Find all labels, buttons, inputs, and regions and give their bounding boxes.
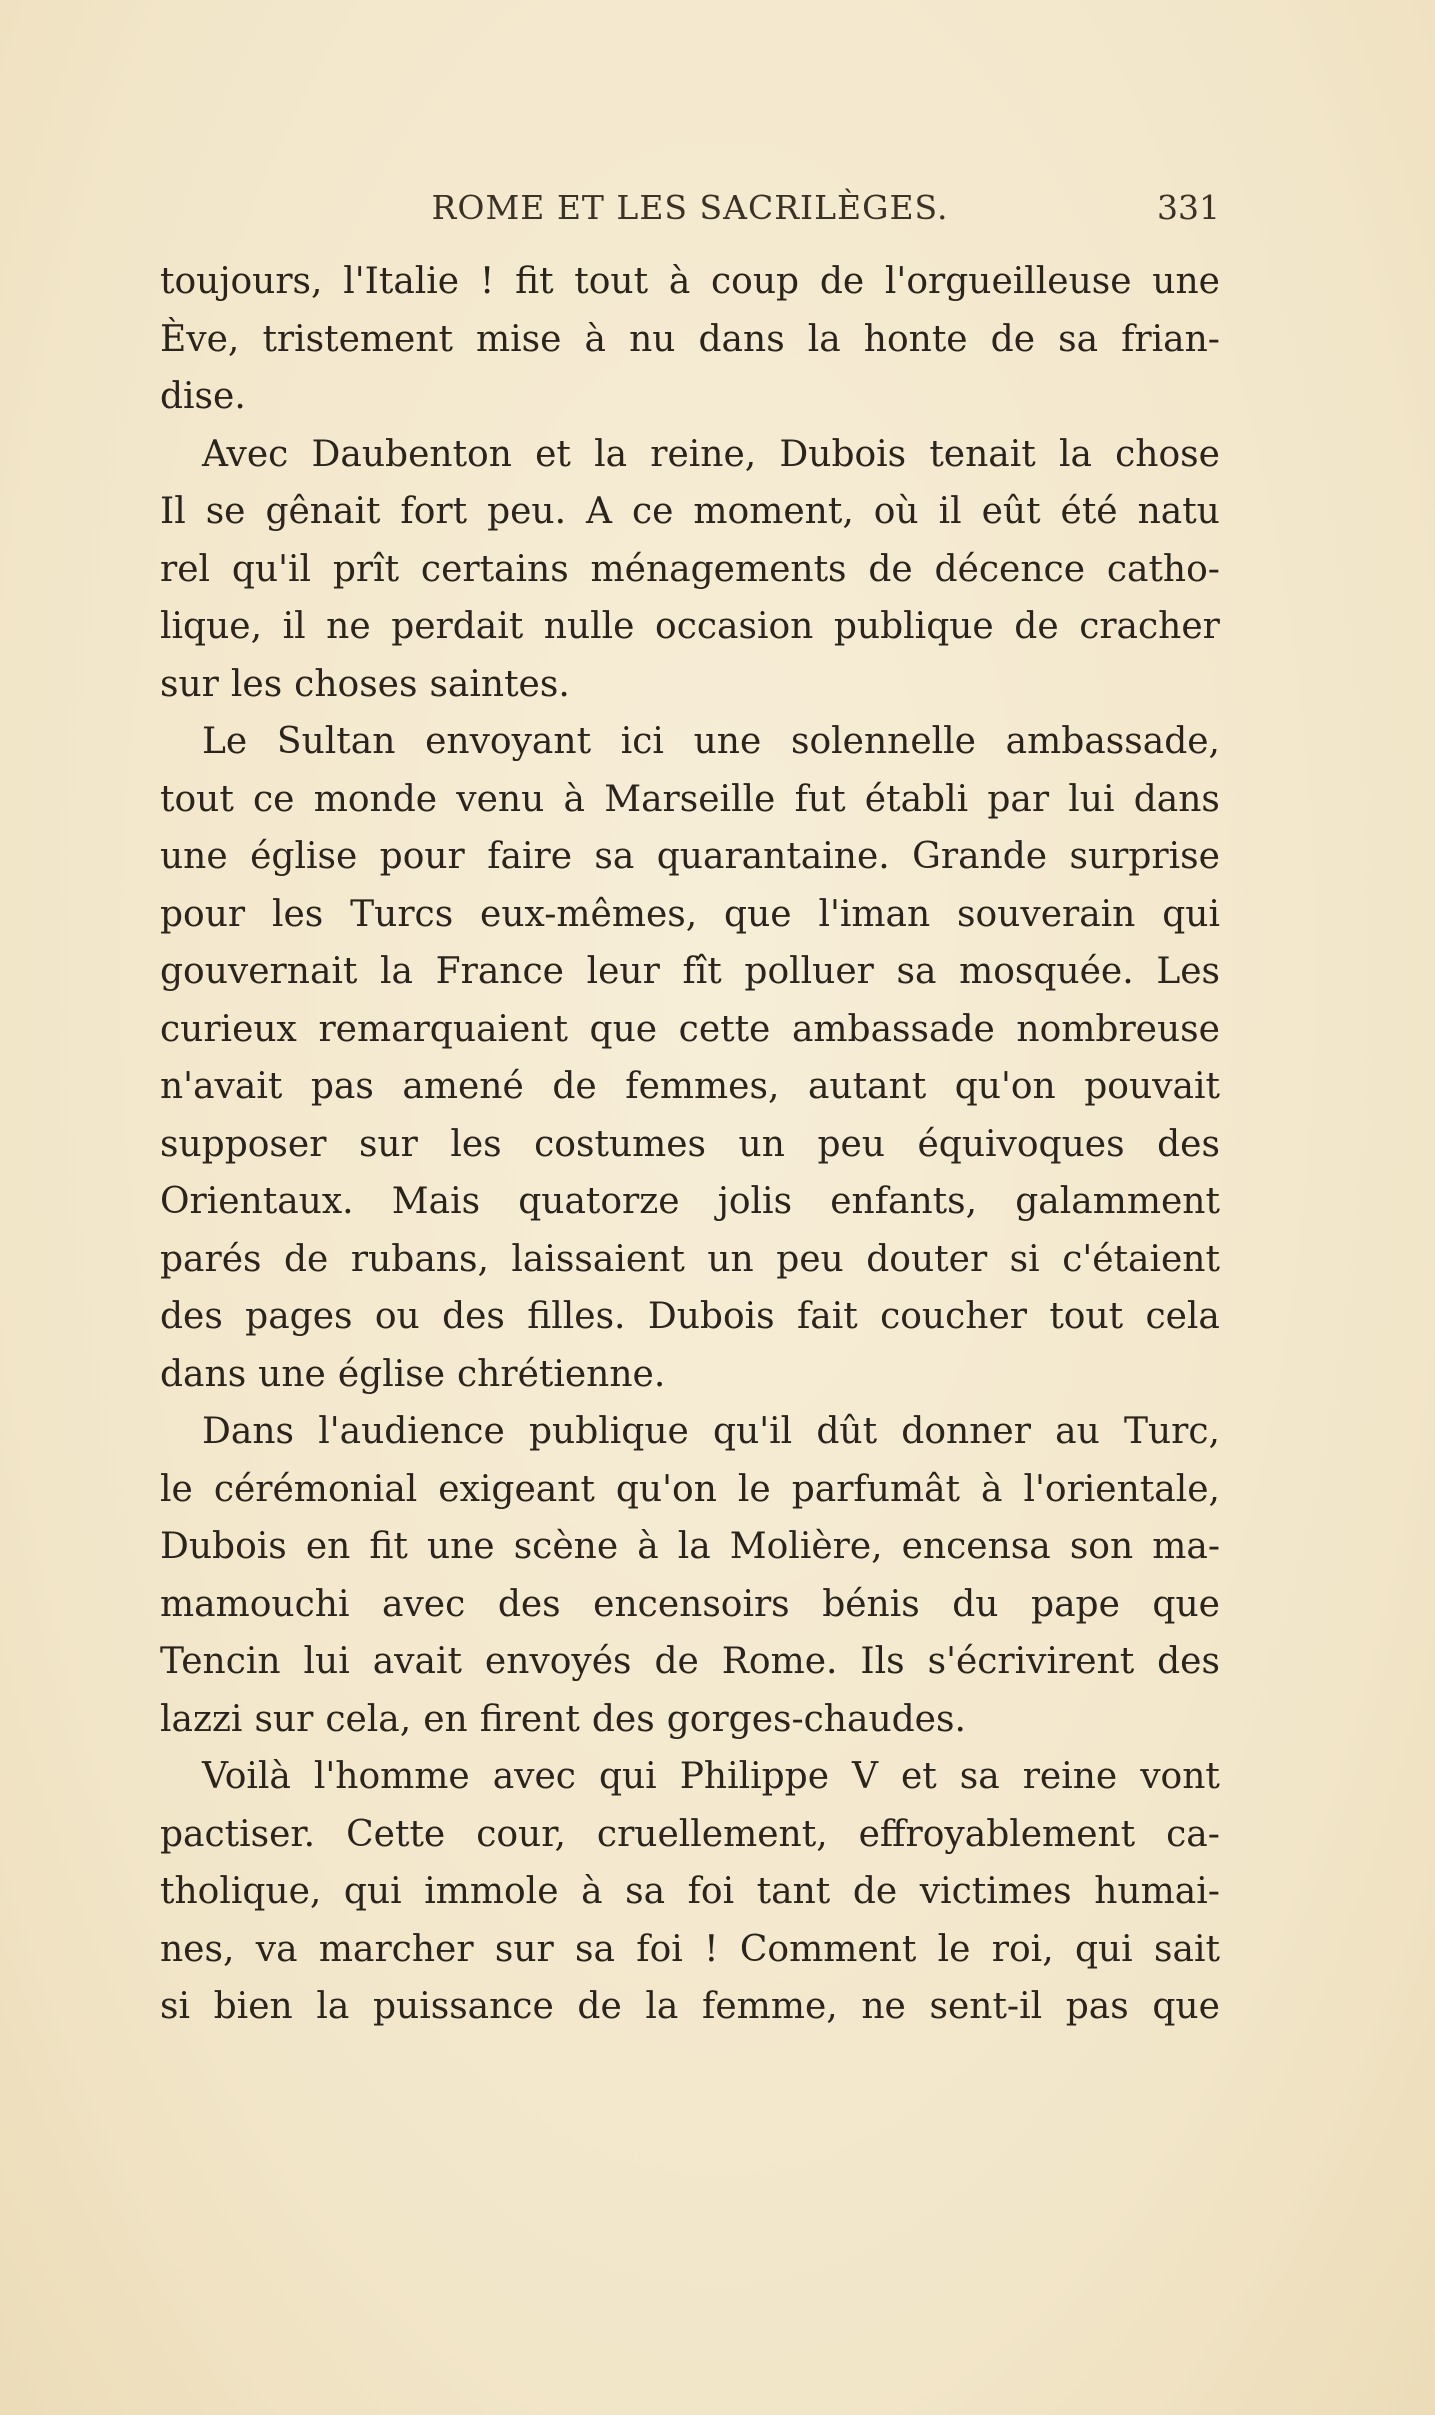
text-line: Il se gênait fort peu. A ce moment, où il eût été natu <box>160 491 1220 532</box>
text-line: Dans l'audience publique qu'il dût donner au Turc, <box>202 1411 1220 1452</box>
running-head <box>160 188 1220 236</box>
text-line: dise. <box>160 376 246 417</box>
text-line: Orientaux. Mais quatorze jolis enfants, galamment <box>160 1181 1220 1222</box>
text-line: le cérémonial exigeant qu'on le parfumât à l'orientale, <box>160 1468 1220 1510</box>
text-line: sur les choses saintes. <box>160 663 570 705</box>
text-line: des pages ou des filles. Dubois fait coucher tout cela <box>160 1296 1220 1337</box>
text-line: pactiser. Cette cour, cruellement, effroyablement ca- <box>160 1813 1220 1855</box>
text-line: pour les Turcs eux-mêmes, que l'iman souverain qui <box>160 893 1220 935</box>
text-line: Voilà l'homme avec qui Philippe V et sa reine vont <box>202 1756 1220 1797</box>
text-line: gouvernait la France leur fît polluer sa mosquée. Les <box>160 951 1220 992</box>
text-line: lique, il ne perdait nulle occasion publique de cracher <box>160 606 1220 647</box>
text-line: n'avait pas amené de femmes, autant qu'on pouvait <box>160 1066 1220 1107</box>
text-line: Dubois en fit une scène à la Molière, encensa son ma- <box>160 1526 1220 1567</box>
text-line: si bien la puissance de la femme, ne sent-il pas que <box>160 1986 1220 2027</box>
text-line: Tencin lui avait envoyés de Rome. Ils s'écrivirent des <box>160 1641 1220 1682</box>
text-line: tholique, qui immole à sa foi tant de victimes humai- <box>160 1871 1220 1912</box>
text-line: Le Sultan envoyant ici une solennelle ambassade, <box>202 721 1220 762</box>
text-line: supposer sur les costumes un peu équivoques des <box>160 1123 1220 1165</box>
text-line: tout ce monde venu à Marseille fut établi par lui dans <box>160 778 1220 820</box>
page-number: 331 <box>1157 188 1220 227</box>
text-line: mamouchi avec des encensoirs bénis du pape que <box>160 1583 1220 1625</box>
text-line: dans une église chrétienne. <box>160 1353 666 1395</box>
body-text <box>160 253 1220 2036</box>
text-line: nes, va marcher sur sa foi ! Comment le roi, qui sait <box>160 1928 1220 1970</box>
text-line: Ève, tristement mise à nu dans la honte de sa frian- <box>160 318 1220 360</box>
text-line: Avec Daubenton et la reine, Dubois tenait la chose <box>202 433 1220 475</box>
text-line: toujours, l'Italie ! fit tout à coup de l'orgueilleuse une <box>160 261 1220 302</box>
text-line: curieux remarquaient que cette ambassade nombreuse <box>160 1008 1220 1050</box>
text-line: parés de rubans, laissaient un peu douter si c'étaient <box>160 1238 1220 1280</box>
text-line: rel qu'il prît certains ménagements de décence catho- <box>160 548 1220 590</box>
running-title: ROME ET LES SACRILÈGES. <box>431 188 949 227</box>
text-line: lazzi sur cela, en firent des gorges-chaudes. <box>160 1698 966 1740</box>
text-line: une église pour faire sa quarantaine. Grande surprise <box>160 836 1220 877</box>
